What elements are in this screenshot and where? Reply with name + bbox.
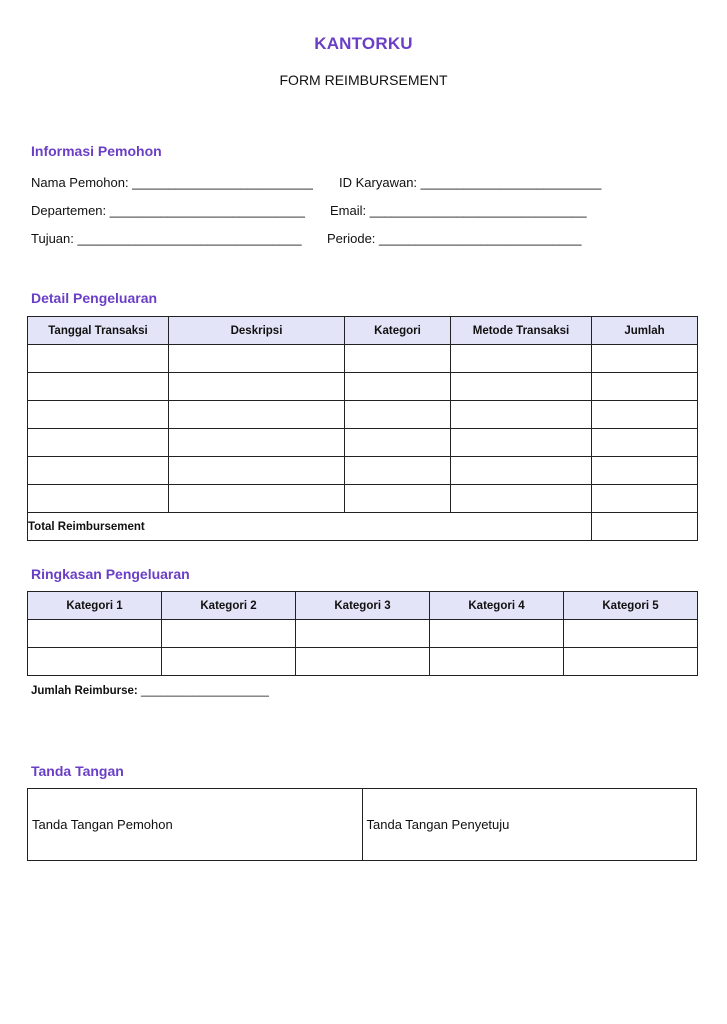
table-cell[interactable] [451,457,592,485]
table-cell[interactable] [345,485,451,513]
column-header-metode: Metode Transaksi [451,317,592,345]
signature-table [27,788,697,861]
table-row [28,401,698,429]
table-cell[interactable] [451,345,592,373]
table-cell[interactable] [162,620,296,648]
table-cell[interactable] [451,485,592,513]
table-cell[interactable] [451,401,592,429]
column-header-jumlah: Jumlah [592,317,698,345]
table-row [28,648,698,676]
column-header-kategori-5: Kategori 5 [564,592,698,620]
table-cell[interactable] [345,373,451,401]
table-cell[interactable] [345,429,451,457]
column-header-kategori-4: Kategori 4 [430,592,564,620]
table-cell[interactable] [430,648,564,676]
company-name: KANTORKU [314,34,413,53]
column-header-kategori-2: Kategori 2 [162,592,296,620]
email-field[interactable]: Email: ______________________________ [330,203,587,218]
table-row [28,620,698,648]
table-cell[interactable] [169,345,345,373]
table-row [28,457,698,485]
total-reimbursement-label: Total Reimbursement [28,513,592,541]
table-cell[interactable] [345,401,451,429]
table-cell[interactable] [592,457,698,485]
table-cell[interactable] [592,485,698,513]
table-cell[interactable] [28,373,169,401]
table-cell[interactable] [592,401,698,429]
table-cell[interactable] [296,620,430,648]
table-cell[interactable] [451,429,592,457]
section-title-applicant: Informasi Pemohon [31,143,162,159]
table-cell[interactable] [169,401,345,429]
table-cell[interactable] [28,620,162,648]
table-header-row [28,317,698,345]
table-cell[interactable] [28,401,169,429]
column-header-kategori: Kategori [345,317,451,345]
periode-field[interactable]: Periode: ____________________________ [327,231,582,246]
departemen-field[interactable]: Departemen: ___________________________ [31,203,305,218]
column-header-deskripsi: Deskripsi [169,317,345,345]
table-cell[interactable] [169,457,345,485]
table-cell[interactable] [28,345,169,373]
table-row [28,485,698,513]
form-title: FORM REIMBURSEMENT [279,72,448,88]
table-cell[interactable] [592,345,698,373]
section-title-signature: Tanda Tangan [31,763,124,779]
table-cell[interactable] [28,429,169,457]
table-cell[interactable] [564,620,698,648]
tujuan-field[interactable]: Tujuan: _______________________________ [31,231,302,246]
table-cell[interactable] [345,457,451,485]
column-header-kategori-1: Kategori 1 [28,592,162,620]
table-row [28,345,698,373]
total-row [28,513,698,541]
table-cell[interactable] [296,648,430,676]
total-reimbursement-value[interactable] [592,513,698,541]
table-cell[interactable] [28,648,162,676]
table-cell[interactable] [592,373,698,401]
jumlah-reimburse-label: Jumlah Reimburse: [31,685,138,697]
table-cell[interactable] [430,620,564,648]
column-header-tanggal: Tanggal Transaksi [28,317,169,345]
jumlah-reimburse-line[interactable]: ____________________ [140,685,269,697]
column-header-kategori-3: Kategori 3 [296,592,430,620]
table-cell[interactable] [28,457,169,485]
table-cell[interactable] [345,345,451,373]
table-header-row [28,592,698,620]
section-title-expense-detail: Detail Pengeluaran [31,290,158,306]
table-cell[interactable] [592,429,698,457]
table-cell[interactable] [169,373,345,401]
expense-summary-table [27,591,698,676]
table-row [28,429,698,457]
approver-signature-box[interactable]: Tanda Tangan Penyetuju [362,789,697,861]
table-row [28,373,698,401]
signature-row [28,789,697,861]
section-title-expense-summary: Ringkasan Pengeluaran [31,566,190,582]
table-cell[interactable] [564,648,698,676]
id-karyawan-field[interactable]: ID Karyawan: _________________________ [339,175,602,190]
applicant-signature-box[interactable]: Tanda Tangan Pemohon [28,789,363,861]
expense-detail-table [27,316,698,541]
table-cell[interactable] [169,429,345,457]
table-cell[interactable] [162,648,296,676]
jumlah-reimburse-field[interactable] [31,685,269,697]
table-cell[interactable] [28,485,169,513]
table-cell[interactable] [451,373,592,401]
nama-pemohon-field[interactable]: Nama Pemohon: _________________________ [31,175,313,190]
table-cell[interactable] [169,485,345,513]
